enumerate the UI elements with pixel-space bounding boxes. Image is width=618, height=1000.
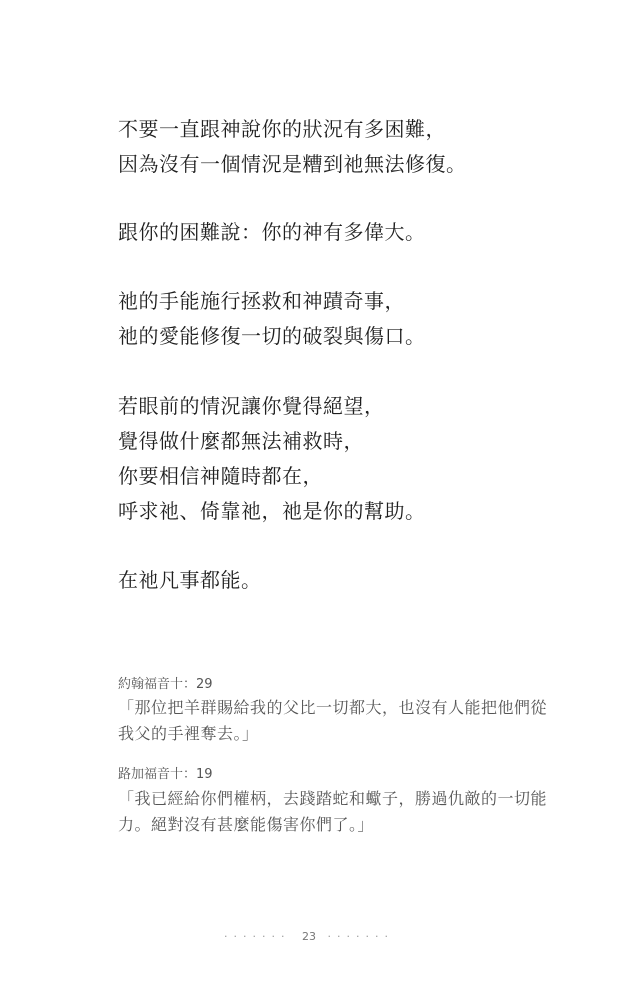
poem-line: 呼求祂、倚靠祂，祂是你的幫助。 xyxy=(118,499,426,523)
footer-dots-left: ······· xyxy=(224,930,291,943)
poem-line: 若眼前的情況讓你覺得絕望， xyxy=(118,394,385,418)
scripture-text: 「那位把羊群賜給我的父比一切都大，也沒有人能把他們從我父的手裡奪去。」 xyxy=(118,698,548,743)
page-footer xyxy=(0,930,618,943)
poem-line: 覺得做什麼都無法補救時， xyxy=(118,429,364,453)
scripture-reference: 路加福音十：19 xyxy=(118,767,213,782)
footer-dots-right: ······· xyxy=(327,930,394,943)
scripture-text: 「我已經給你們權柄，去踐踏蛇和蠍子，勝過仇敵的一切能力。絕對沒有甚麼能傷害你們了。」 xyxy=(118,789,548,834)
poem-line: 祂的手能施行拯救和神蹟奇事， xyxy=(118,289,405,313)
poem-line: 你要相信神隨時都在， xyxy=(118,464,323,488)
poem-line: 跟你的困難說：你的神有多偉大。 xyxy=(118,220,426,244)
poem-line: 祂的愛能修復一切的破裂與傷口。 xyxy=(118,324,426,348)
page-number: 23 xyxy=(302,930,316,943)
scripture-reference: 約翰福音十：29 xyxy=(118,677,213,692)
poem-line: 在祂凡事都能。 xyxy=(118,568,262,592)
poem-line: 因為沒有一個情況是糟到祂無法修復。 xyxy=(118,152,467,176)
poem-line: 不要一直跟神說你的狀況有多困難， xyxy=(118,117,446,141)
